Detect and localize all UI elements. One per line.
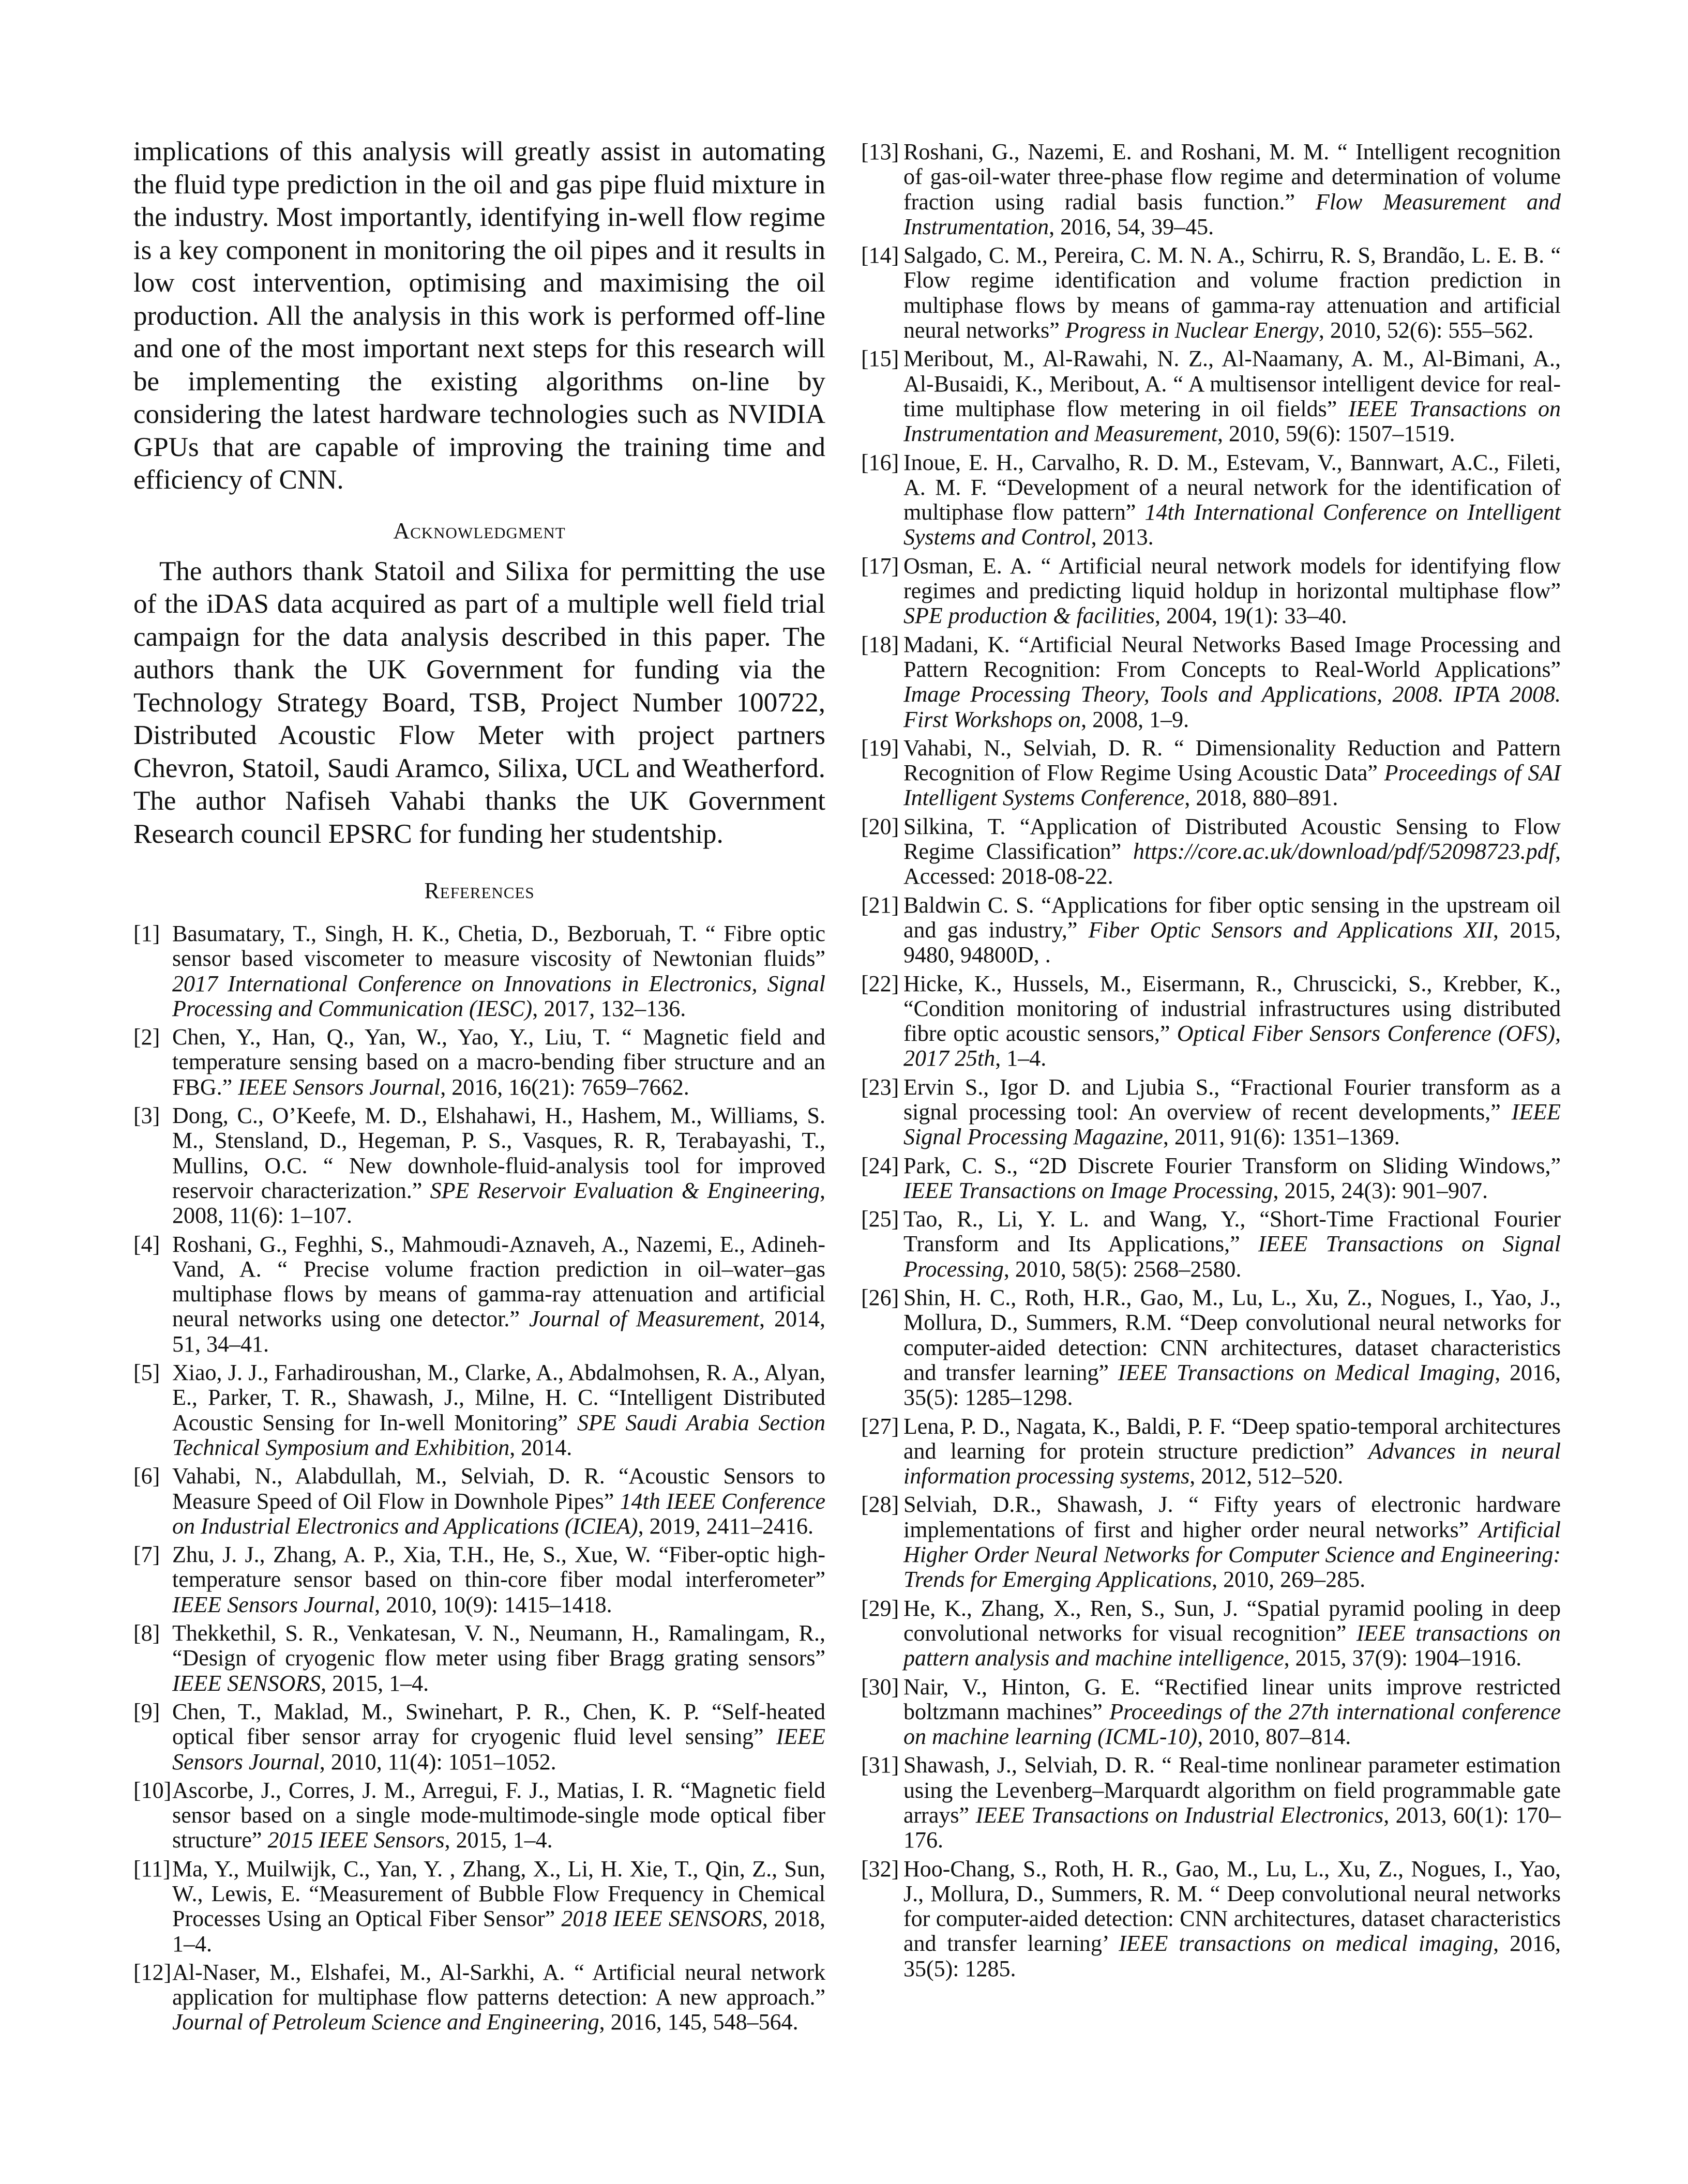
reference-text	[903, 242, 1561, 343]
reference-venue: IEEE Transactions on Instrumentation and Measurement	[903, 396, 1561, 447]
reference-details: , 2016, 35(5): 1285.	[903, 1931, 1561, 1981]
reference-item	[133, 1360, 825, 1460]
reference-authors-title: Hoo-Chang, S., Roth, H. R., Gao, M., Lu, L., Xu, Z., Nogues, I., Yao, J., Mollura, D., Summers, R. M. “ Deep convolutional neural networks for computer-aided detection: CNN architectures, dataset characteristics and transfer learning’	[903, 1856, 1561, 1957]
reference-venue: IEEE Sensors Journal	[172, 1724, 825, 1775]
reference-venue: Progress in Nuclear Energy	[1065, 317, 1319, 343]
reference-details: , 2017, 132–136.	[532, 995, 686, 1021]
reference-venue: IEEE Transactions on Industrial Electronics	[975, 1802, 1384, 1828]
reference-details: , 2018, 1–4.	[172, 1906, 825, 1957]
reference-details: , 2015, 37(9): 1904–1916.	[1284, 1645, 1522, 1671]
reference-authors-title: Lena, P. D., Nagata, K., Baldi, P. F. “Deep spatio-temporal architectures and learning for protein structure prediction”	[903, 1413, 1561, 1464]
reference-details: , 2010, 11(4): 1051–1052.	[319, 1749, 556, 1775]
reference-item	[133, 1960, 825, 2035]
reference-venue: IEEE Transactions on Image Processing	[903, 1177, 1273, 1203]
reference-text	[172, 1620, 825, 1696]
reference-details: , 2011, 91(6): 1351–1369.	[1163, 1124, 1400, 1150]
reference-venue: IEEE Sensors Journal	[238, 1074, 441, 1100]
reference-venue: Flow Measurement and Instrumentation	[903, 189, 1561, 239]
reference-authors-title: Madani, K. “Artificial Neural Networks Based Image Processing and Pattern Recognition: From Concepts to Real-World Applications”	[903, 631, 1561, 682]
reference-venue: 2018 IEEE SENSORS	[561, 1906, 762, 1932]
reference-venue: IEEE SENSORS	[172, 1670, 321, 1696]
reference-item	[861, 972, 1561, 1071]
reference-number: [21]	[861, 892, 899, 918]
reference-text	[172, 921, 825, 1021]
reference-number: [31]	[861, 1752, 899, 1778]
reference-number: [14]	[861, 242, 899, 268]
reference-authors-title: Silkina, T. “Application of Distributed Acoustic Sensing to Flow Regime Classification”	[903, 813, 1561, 865]
reference-text	[903, 1674, 1561, 1750]
reference-venue: 14th IEEE Conference on Industrial Electronics and Applications (ICIEA)	[172, 1488, 826, 1539]
reference-number: [23]	[861, 1074, 899, 1100]
reference-details: , 2016, 54, 39–45.	[1049, 214, 1214, 239]
reference-details: , 2015, 1–4.	[321, 1670, 429, 1696]
reference-number: [1]	[133, 921, 160, 946]
reference-authors-title: Park, C. S., “2D Discrete Fourier Transform on Sliding Windows,”	[903, 1152, 1561, 1178]
reference-text	[903, 1414, 1561, 1489]
reference-details: , 2004, 19(1): 33–40.	[1154, 603, 1347, 629]
reference-text	[903, 1492, 1561, 1592]
reference-venue: Fiber Optic Sensors and Applications XII	[1088, 917, 1493, 943]
reference-number: [20]	[861, 813, 899, 839]
reference-details: , 2013, 60(1): 170–176.	[903, 1802, 1561, 1853]
reference-number: [17]	[861, 553, 899, 579]
reference-item	[861, 1075, 1561, 1150]
reference-details: , 2015, 1–4.	[444, 1827, 553, 1853]
reference-text	[903, 139, 1561, 239]
reference-details: , 2013.	[1091, 524, 1154, 550]
reference-venue: Journal of Petroleum Science and Engineering	[172, 2009, 599, 2035]
reference-text	[903, 1856, 1561, 1981]
reference-authors-title: Ascorbe, J., Corres, J. M., Arregui, F. J., Matias, I. R. “Magnetic field sensor based on a single mode-multimode-single mode optical fiber structure”	[172, 1777, 825, 1853]
reference-item	[133, 1621, 825, 1696]
reference-item	[861, 1285, 1561, 1410]
reference-details: , 2010, 58(5): 2568–2580.	[1003, 1256, 1242, 1282]
reference-number: [6]	[133, 1463, 160, 1489]
reference-text	[903, 632, 1561, 732]
reference-authors-title: Zhu, J. J., Zhang, A. P., Xia, T.H., He, S., Xue, W. “Fiber-optic high-temperature sensor based on thin-core fiber modal interferometer”	[172, 1542, 825, 1593]
reference-venue: 14th International Conference on Intelligent Systems and Control	[903, 499, 1561, 550]
reference-venue: Proceedings of the 27th international conference on machine learning (ICML-10)	[903, 1698, 1561, 1750]
reference-venue: SPE production & facilities	[903, 603, 1155, 629]
reference-list-right	[861, 140, 1561, 1981]
reference-number: [11]	[133, 1856, 171, 1882]
reference-details: , Accessed: 2018-08-22.	[903, 839, 1561, 889]
reference-number: [4]	[133, 1231, 160, 1257]
reference-item	[861, 554, 1561, 629]
reference-text	[172, 1960, 825, 2035]
reference-authors-title: Tao, R., Li, Y. L. and Wang, Y., “Short-Time Fractional Fourier Transform and Its Applications,”	[903, 1206, 1561, 1257]
reference-authors-title: Hicke, K., Hussels, M., Eisermann, R., Chruscicki, S., Krebber, K., “Condition monitoring of industrial infrastructures using distributed fibre optic acoustic sensors,”	[903, 970, 1561, 1046]
acknowledgment-text: The authors thank Statoil and Silixa for permitting the use of the iDAS data acquired as part of a multiple well field trial campaign for the data analysis described in this paper. The authors thank the UK Government for funding via the Technology Strategy Board, TSB, Project Number 100722, Distributed Acoustic Flow Meter with project partners Chevron, Statoil, Saudi Aramco, Silixa, UCL and Weatherford. The author Nafiseh Vahabi thanks the UK Government Research council EPSRC for funding her studentship.	[133, 556, 825, 849]
reference-number: [9]	[133, 1698, 160, 1724]
reference-details: , 1–4.	[995, 1045, 1047, 1071]
reference-item	[861, 632, 1561, 732]
reference-item	[861, 1154, 1561, 1204]
reference-text	[903, 1074, 1561, 1150]
reference-number: [18]	[861, 631, 899, 657]
reference-venue: 2015 IEEE Sensors	[267, 1827, 445, 1853]
reference-item	[861, 1857, 1561, 1981]
reference-item	[133, 1464, 825, 1539]
reference-authors-title: Roshani, G., Feghhi, S., Mahmoudi-Aznaveh, A., Nazemi, E., Adineh-Vand, A. “ Precise volume fraction prediction in oil–water–gas multiphase flows by means of gamma-ray attenuation and artificial neural networks using one detector.”	[172, 1231, 825, 1332]
reference-authors-title: Thekkethil, S. R., Venkatesan, V. N., Neumann, H., Ramalingam, R., “Design of cryogenic flow meter using fiber Bragg grating sensors”	[172, 1620, 825, 1671]
right-column	[861, 140, 1561, 1985]
reference-text	[903, 971, 1561, 1071]
reference-authors-title: Meribout, M., Al-Rawahi, N. Z., Al-Naamany, A. M., Al-Bimani, A., Al-Busaidi, K., Meribout, A. “ A multisensor intelligent device for real-time multiphase flow metering in oil fields”	[903, 346, 1561, 421]
reference-authors-title: Osman, E. A. “ Artificial neural network models for identifying flow regimes and predicting liquid holdup in horizontal multiphase flow”	[903, 553, 1561, 604]
reference-details: , 2008, 11(6): 1–107.	[172, 1177, 825, 1228]
reference-text	[172, 1024, 825, 1100]
reference-authors-title: Salgado, C. M., Pereira, C. M. N. A., Schirru, R. S, Brandão, L. E. B. “ Flow regime identification and volume fraction prediction in multiphase flows by means of gamma-ray attenuation and artificial neural networks”	[903, 242, 1561, 343]
reference-text	[903, 1596, 1561, 1671]
reference-details: , 2010, 10(9): 1415–1418.	[374, 1591, 612, 1617]
reference-number: [22]	[861, 970, 899, 996]
reference-authors-title: Al-Naser, M., Elshafei, M., Al-Sarkhi, A. “ Artificial neural network application for multiphase flow patterns detection: A new approach.”	[172, 1959, 825, 2010]
reference-authors-title: Inoue, E. H., Carvalho, R. D. M., Estevam, V., Bannwart, A.C., Fileti, A. M. F. “Development of a neural network for the identification of multiphase flow pattern”	[903, 449, 1561, 525]
reference-venue: Artificial Higher Order Neural Networks for Computer Science and Engineering: Trends for Emerging Applications	[903, 1516, 1561, 1593]
reference-venue: Image Processing Theory, Tools and Applications, 2008. IPTA 2008. First Workshops on	[903, 681, 1561, 732]
reference-number: [29]	[861, 1595, 899, 1621]
reference-authors-title: Xiao, J. J., Farhadiroushan, M., Clarke, A., Abdalmohsen, R. A., Alyan, E., Parker, T. R., Shawash, J., Milne, H. C. “Intelligent Distributed Acoustic Sensing for In-well Monitoring”	[172, 1360, 825, 1435]
reference-details: , 2008, 1–9.	[1081, 706, 1189, 732]
reference-venue: IEEE transactions on pattern analysis and machine intelligence	[903, 1620, 1561, 1671]
reference-details: , 2014, 51, 34–41.	[172, 1306, 825, 1357]
reference-authors-title: Roshani, G., Nazemi, E. and Roshani, M. M. “ Intelligent recognition of gas-oil-water three-phase flow regime and determination of volume fraction using radial basis function.”	[903, 139, 1561, 215]
reference-item	[861, 1675, 1561, 1750]
reference-authors-title: Dong, C., O’Keefe, M. D., Elshahawi, H., Hashem, M., Williams, S. M., Stensland, D., Hegeman, P. S., Vasques, R. R, Terabayashi, T., Mullins, O.C. “ New downhole-fluid-analysis tool for improved reservoir characterization.”	[172, 1103, 825, 1203]
reference-details: , 2016, 145, 548–564.	[599, 2009, 798, 2035]
references-heading: References	[424, 878, 535, 903]
reference-text	[903, 814, 1561, 889]
reference-details: , 2015, 24(3): 901–907.	[1273, 1177, 1488, 1203]
reference-item	[133, 1103, 825, 1228]
reference-venue: Journal of Measurement	[529, 1306, 759, 1332]
reference-details: , 2010, 59(6): 1507–1519.	[1217, 421, 1455, 447]
reference-text	[903, 1206, 1561, 1282]
reference-text	[172, 1103, 825, 1228]
reference-venue: IEEE transactions on medical imaging	[1119, 1931, 1494, 1957]
reference-details: , 2016, 35(5): 1285–1298.	[903, 1359, 1561, 1410]
reference-item	[133, 1232, 825, 1357]
reference-venue: Proceedings of SAI Intelligent Systems Conference	[903, 760, 1561, 811]
reference-authors-title: Shin, H. C., Roth, H.R., Gao, M., Lu, L., Xu, Z., Nogues, I., Yao, J., Mollura, D., Summers, R.M. “Deep convolutional neural networks for computer-aided detection: CNN architectures, dataset characteristics and transfer learning”	[903, 1285, 1561, 1385]
reference-venue: SPE Saudi Arabia Section Technical Symposium and Exhibition	[172, 1409, 825, 1460]
reference-item	[861, 1207, 1561, 1282]
reference-item	[861, 736, 1561, 811]
reference-number: [32]	[861, 1856, 899, 1882]
reference-number: [30]	[861, 1674, 899, 1700]
reference-authors-title: Ma, Y., Muilwijk, C., Yan, Y. , Zhang, X., Li, H. Xie, T., Qin, Z., Sun, W., Lewis, E. “Measurement of Bubble Flow Frequency in Chemical Processes Using an Optical Fiber Sensor”	[172, 1856, 825, 1932]
reference-text	[903, 892, 1561, 968]
reference-text	[903, 1752, 1561, 1853]
reference-number: [13]	[861, 139, 899, 164]
reference-item	[861, 893, 1561, 968]
reference-number: [24]	[861, 1152, 899, 1178]
reference-item	[861, 346, 1561, 446]
reference-text	[903, 450, 1561, 550]
reference-item	[861, 450, 1561, 550]
reference-authors-title: Vahabi, N., Selviah, D. R. “ Dimensionality Reduction and Pattern Recognition of Flow Regime Using Acoustic Data”	[903, 735, 1561, 786]
reference-number: [3]	[133, 1103, 160, 1129]
reference-number: [28]	[861, 1492, 899, 1518]
reference-number: [25]	[861, 1206, 899, 1232]
reference-number: [5]	[133, 1360, 160, 1386]
reference-number: [27]	[861, 1413, 899, 1439]
reference-item	[133, 1542, 825, 1617]
reference-text	[903, 1153, 1561, 1203]
reference-number: [7]	[133, 1542, 160, 1568]
reference-number: [8]	[133, 1620, 160, 1646]
reference-details: , 2018, 880–891.	[1184, 785, 1338, 811]
reference-item	[861, 1753, 1561, 1853]
reference-item	[861, 1596, 1561, 1671]
reference-details: , 2010, 269–285.	[1212, 1567, 1366, 1593]
reference-authors-title: Basumatary, T., Singh, H. K., Chetia, D., Bezboruah, T. “ Fibre optic sensor based viscometer to measure viscosity of Newtonian fluids”	[172, 921, 825, 972]
reference-details: , 2019, 2411–2416.	[638, 1513, 814, 1539]
reference-text	[172, 1360, 825, 1460]
reference-authors-title: He, K., Zhang, X., Ren, S., Sun, J. “Spatial pyramid pooling in deep convolutional networks for visual recognition”	[903, 1595, 1561, 1646]
reference-venue: IEEE Transactions on Signal Processing	[903, 1231, 1561, 1282]
reference-text	[903, 346, 1561, 446]
reference-text	[172, 1463, 825, 1539]
reference-number: [19]	[861, 735, 899, 761]
reference-venue: SPE Reservoir Evaluation & Engineering	[430, 1177, 820, 1203]
reference-authors-title: Chen, Y., Han, Q., Yan, W., Yao, Y., Liu, T. “ Magnetic field and temperature sensing based on a macro-bending fiber structure and an FBG.”	[172, 1024, 825, 1100]
reference-venue: 2017 International Conference on Innovations in Electronics, Signal Processing and Communication (IESC)	[172, 970, 825, 1021]
reference-details: , 2016, 16(21): 7659–7662.	[440, 1074, 689, 1100]
reference-item	[861, 1414, 1561, 1489]
reference-item	[861, 243, 1561, 343]
reference-item	[133, 921, 825, 1021]
reference-authors-title: Shawash, J., Selviah, D. R. “ Real-time nonlinear parameter estimation using the Levenberg–Marquardt algorithm on field programmable gate arrays”	[903, 1752, 1561, 1828]
reference-number: [26]	[861, 1285, 899, 1311]
reference-item	[133, 1025, 825, 1100]
reference-venue: Optical Fiber Sensors Conference (OFS), 2017 25th	[903, 1021, 1561, 1071]
reference-venue: Advances in neural information processing systems	[903, 1438, 1561, 1489]
conclusion-paragraph: implications of this analysis will greatly assist in automating the fluid type prediction in the oil and gas pipe fluid mixture in the industry. Most importantly, identifying in-well flow regime is a key component in monitoring the oil pipes and it results in low cost intervention, optimising and maximising the oil production. All the analysis in this work is performed off-line and one of the most important next steps for this research will be implementing the existing algorithms on-line by considering the latest hardware technologies such as NVIDIA GPUs that are capable of improving the training time and efficiency of CNN.	[133, 136, 825, 495]
reference-authors-title: Chen, T., Maklad, M., Swinehart, P. R., Chen, K. P. “Self-heated optical fiber sensor array for cryogenic fluid level sensing”	[172, 1698, 825, 1750]
reference-venue: https://core.ac.uk/download/pdf/52098723.pdf	[1133, 839, 1555, 865]
reference-item	[861, 1492, 1561, 1592]
reference-text	[903, 553, 1561, 629]
reference-text	[172, 1232, 825, 1357]
reference-details: , 2014.	[509, 1434, 572, 1460]
reference-item	[861, 140, 1561, 239]
reference-number: [12]	[133, 1959, 172, 1985]
reference-authors-title: Vahabi, N., Alabdullah, M., Selviah, D. R. “Acoustic Sensors to Measure Speed of Oil Flow in Downhole Pipes”	[172, 1463, 825, 1514]
acknowledgment-heading: Acknowledgment	[393, 518, 566, 543]
reference-item	[861, 814, 1561, 889]
reference-venue: IEEE Sensors Journal	[172, 1591, 375, 1617]
reference-number: [15]	[861, 346, 899, 372]
reference-authors-title: Baldwin C. S. “Applications for fiber optic sensing in the upstream oil and gas industry,”	[903, 892, 1561, 943]
reference-authors-title: Nair, V., Hinton, G. E. “Rectified linear units improve restricted boltzmann machines”	[903, 1674, 1561, 1724]
reference-text	[172, 1542, 825, 1617]
reference-text	[172, 1699, 825, 1775]
reference-item	[133, 1857, 825, 1957]
reference-number: [10]	[133, 1777, 172, 1803]
reference-details: , 2012, 512–520.	[1189, 1463, 1344, 1489]
reference-details: , 2015, 9480, 94800D, .	[903, 917, 1561, 968]
reference-authors-title: Selviah, D.R., Shawash, J. “ Fifty years of electronic hardware implementations of first and higher order neural networks”	[903, 1492, 1561, 1542]
reference-details: , 2010, 807–814.	[1197, 1724, 1351, 1750]
reference-text	[903, 735, 1561, 811]
reference-item	[133, 1778, 825, 1853]
reference-venue: IEEE Signal Processing Magazine	[903, 1099, 1561, 1150]
reference-text	[172, 1778, 825, 1853]
left-column	[133, 135, 825, 2039]
reference-number: [2]	[133, 1024, 160, 1050]
reference-list-left	[133, 921, 825, 2035]
reference-text	[903, 1285, 1561, 1410]
reference-number: [16]	[861, 449, 899, 475]
reference-item	[133, 1700, 825, 1775]
reference-text	[172, 1856, 825, 1957]
reference-details: , 2010, 52(6): 555–562.	[1318, 317, 1534, 343]
reference-venue: IEEE Transactions on Medical Imaging	[1118, 1359, 1495, 1385]
reference-authors-title: Ervin S., Igor D. and Ljubia S., “Fractional Fourier transform as a signal processing tool: An overview of recent developments,”	[903, 1074, 1561, 1125]
